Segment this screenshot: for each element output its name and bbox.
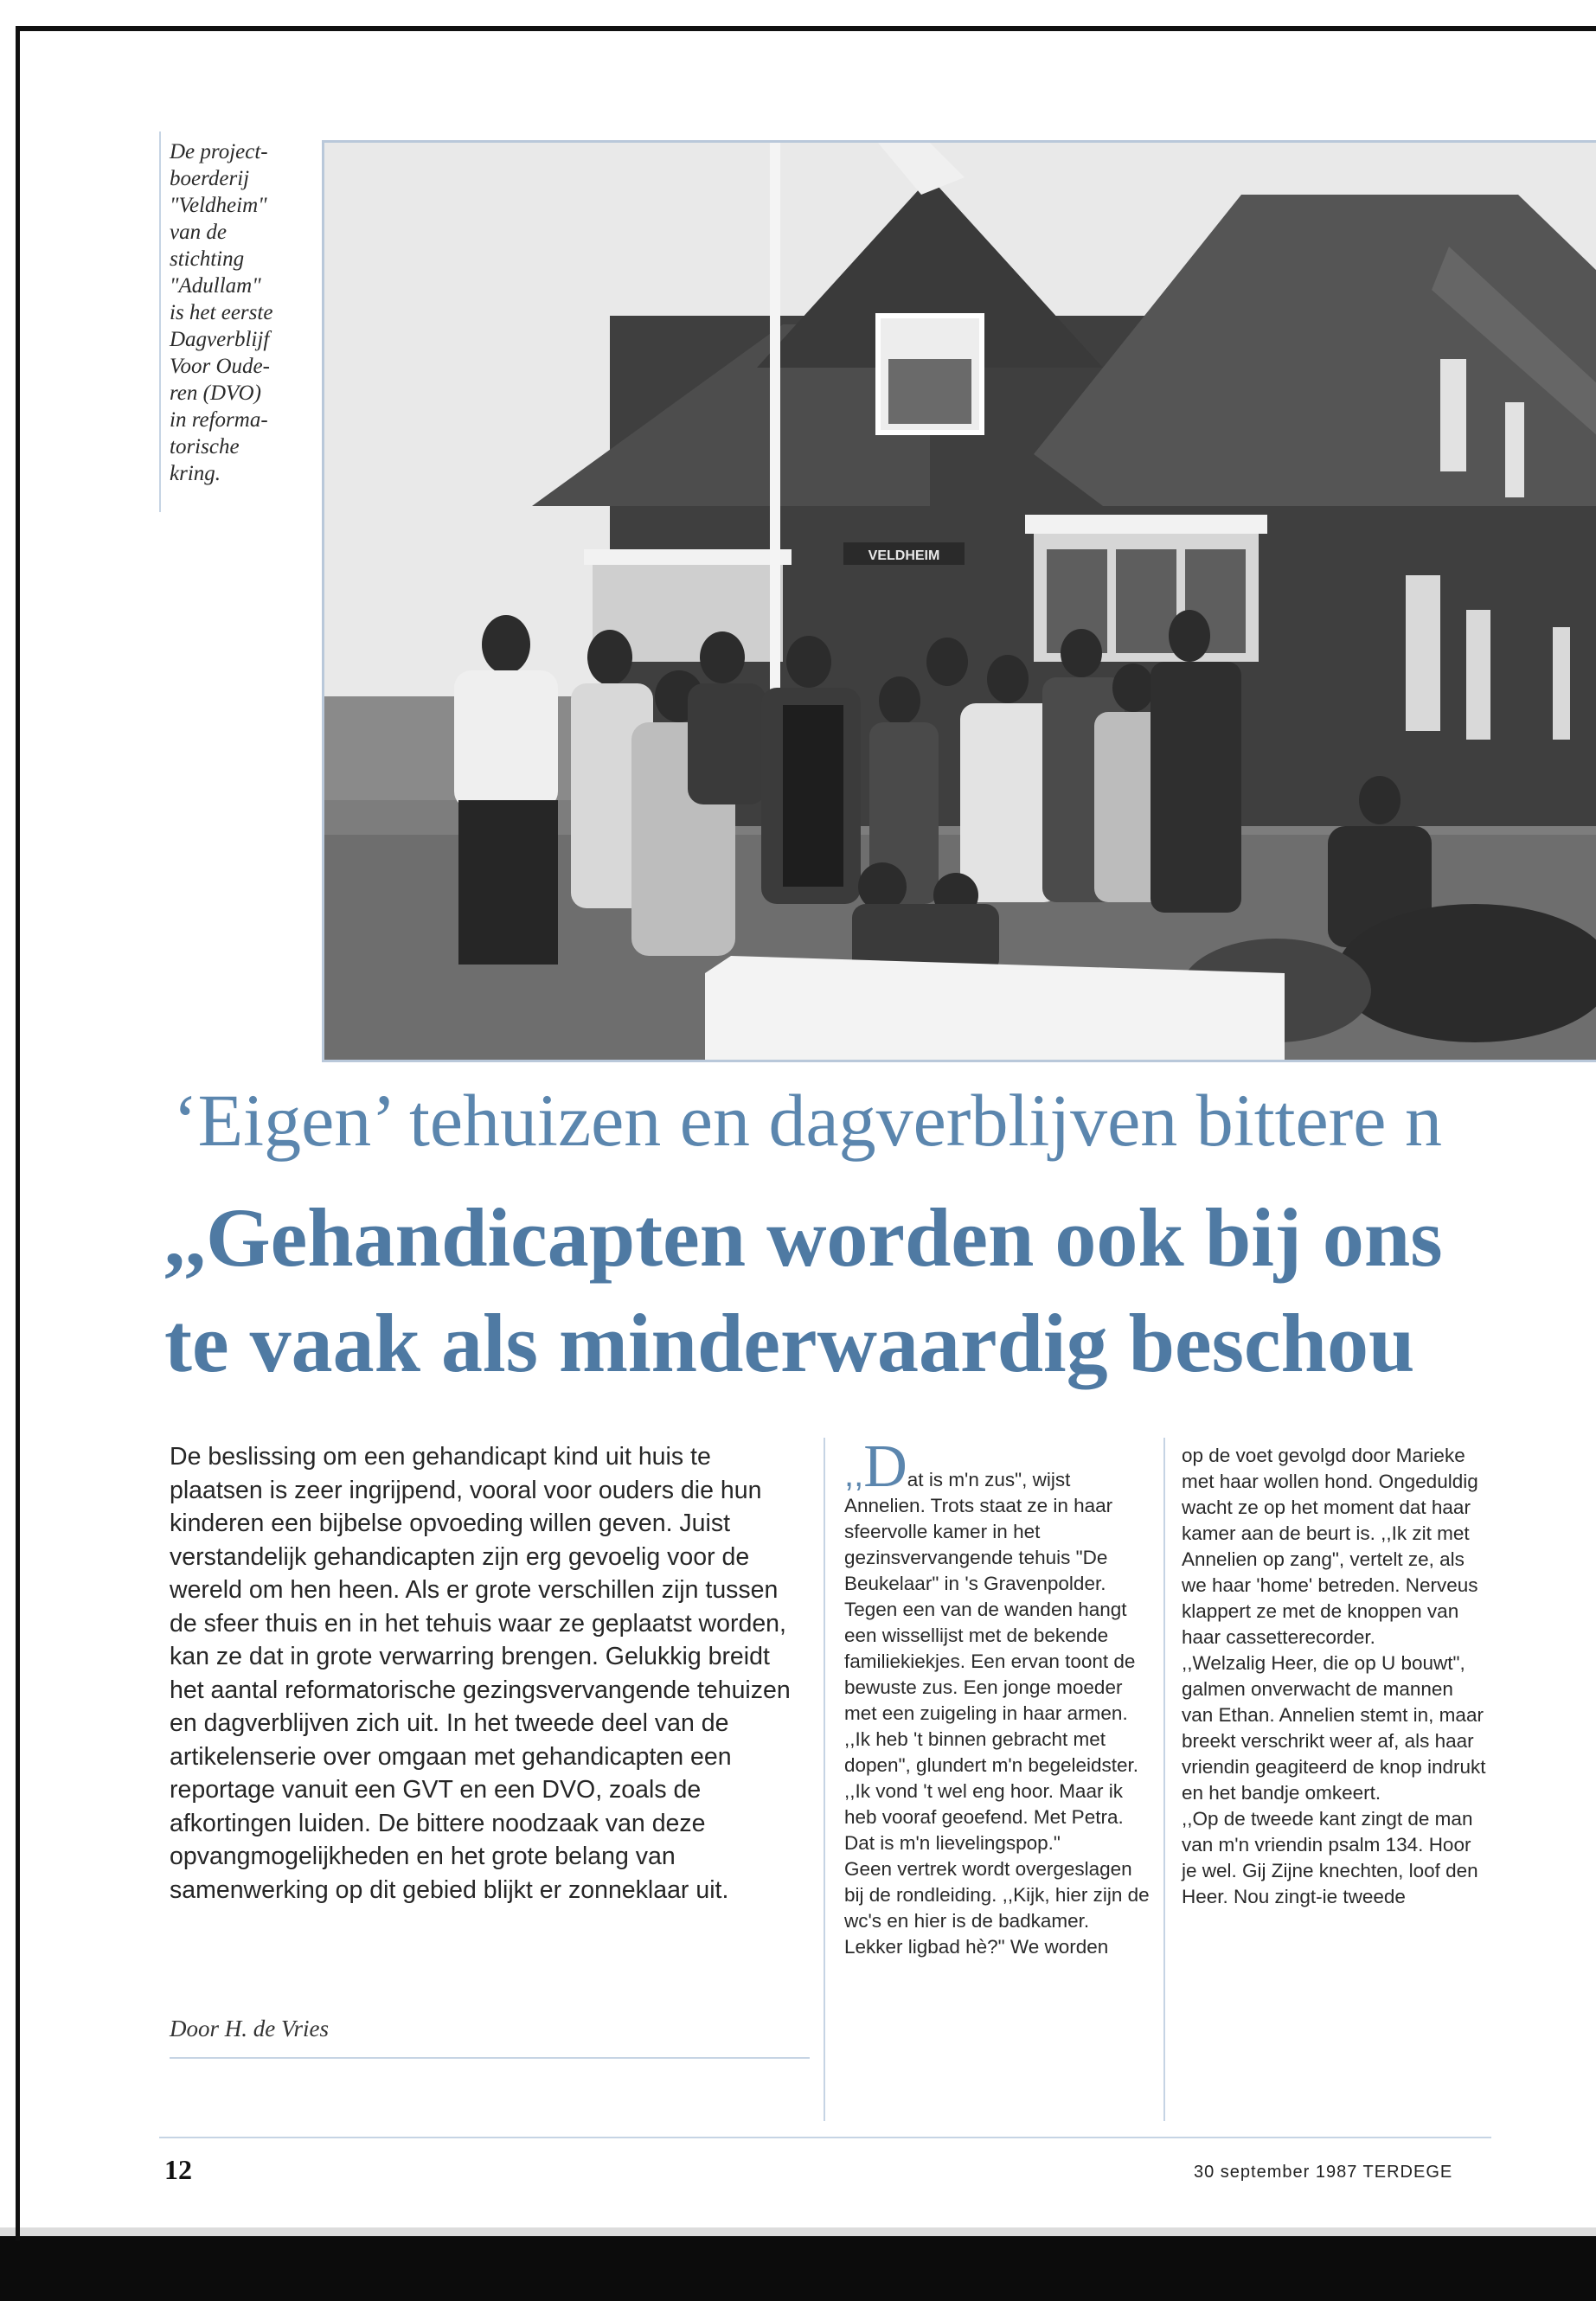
article-column-2 bbox=[844, 1433, 1151, 1960]
byline-divider bbox=[170, 2057, 810, 2059]
headline-line-2: te vaak als minderwaardig beschou bbox=[164, 1297, 1415, 1389]
farmhouse-photo-drawing bbox=[324, 143, 1596, 1060]
article-column-3: op de voet gevolgd door Marieke met haar wollen hond. Ongeduldig wacht ze op het moment dat haar kamer aan de beurt is. ,,Ik zit met Annelien op zang", vertelt ze, als we haar 'home' betreden. Nerveus klappert ze met de knoppen van haar cassetterecorder. ,,Welzalig Heer, die op U bouwt", galmen onverwacht de mannen van Ethan. Annelien stemt in, maar breekt verschrikt weer af, als haar vriendin geagiteerd de knop indrukt en het bandje omkeert. ,,Op de tweede kant zingt de man van m'n vriendin psalm 134. Hoor je wel. Gij Zijne knechten, loof den Heer. Nou zingt-ie tweede bbox=[1182, 1445, 1486, 1907]
photo-caption: De project- boerderij "Veldheim" van de stichting "Adullam" is het eerste Dagverblijf Voor Oude- ren (DVO) in reforma- torische kring. bbox=[170, 140, 273, 485]
caption-divider bbox=[159, 131, 161, 512]
footer-divider bbox=[159, 2137, 1491, 2138]
publication-date: 30 september 1987 TERDEGE bbox=[1194, 2163, 1453, 2182]
page-frame-top bbox=[16, 26, 1596, 31]
dropcap-quote: ,, bbox=[844, 1456, 864, 1494]
kicker-headline: ‘Eigen’ tehuizen en dagverblijven bittere n bbox=[173, 1079, 1442, 1162]
page-number: 12 bbox=[164, 2154, 192, 2185]
page-frame-left bbox=[16, 26, 20, 2240]
headline-line-1: ,,Gehandicapten worden ook bij ons bbox=[164, 1191, 1443, 1284]
intro-paragraph: De beslissing om een gehandicapt kind uit huis te plaatsen is zeer ingrijpend, vooral voor ouders die hun kinderen een bijbelse opvoeding willen geven. Juist verstandelijk gehandicapten zijn erg gevoelig voor de wereld om hen heen. Als er grote verschillen zijn tussen de sfeer thuis en in het tehuis waar ze geplaatst worden, kan ze dat in grote verwarring brengen. Gelukkig breidt het aantal reformatorische gezingsvervangende tehuizen en dagverblijven zich uit. In het tweede deel van de artikelenserie over omgaan met gehandicapten een reportage vanuit een GVT en een DVO, zoals de afkortingen luiden. De bittere noodzaak van deze opvangmogelijkheden en het grote belang van samenwerking op dit gebied blijkt er zonneklaar uit. bbox=[170, 1443, 791, 1904]
dropcap-letter: D bbox=[863, 1433, 907, 1500]
main-headline bbox=[164, 1185, 1596, 1396]
column-2-text: at is m'n zus", wijst Annelien. Trots staat ze in haar sfeervolle kamer in het gezinsvervangende tehuis "De Beukelaar" in 's Gravenpolder. Tegen een van de wanden hangt een wissellijst met de bekende familiekiekjes. Een ervan toont de bewuste zus. Een jonge moeder met een zuigeling in haar armen. ,,Ik heb 't binnen gebracht met dopen", glundert m'n begeleidster. ,,Ik vond 't wel eng hoor. Maar ik heb vooraf geoefend. Met Petra. Dat is m'n lievelingspop." Geen vertrek wordt overgeslagen bij de rondleiding. ,,Kijk, hier zijn de wc's en hier is de badkamer. Lekker ligbad hè?" We worden bbox=[844, 1469, 1150, 1958]
column-divider bbox=[1163, 1438, 1165, 2121]
column-divider bbox=[824, 1438, 825, 2121]
scan-border-bottom bbox=[0, 2236, 1596, 2301]
byline: Door H. de Vries bbox=[170, 2016, 329, 2041]
farmhouse-photo bbox=[322, 140, 1596, 1062]
house-sign: VELDHEIM bbox=[868, 548, 940, 563]
